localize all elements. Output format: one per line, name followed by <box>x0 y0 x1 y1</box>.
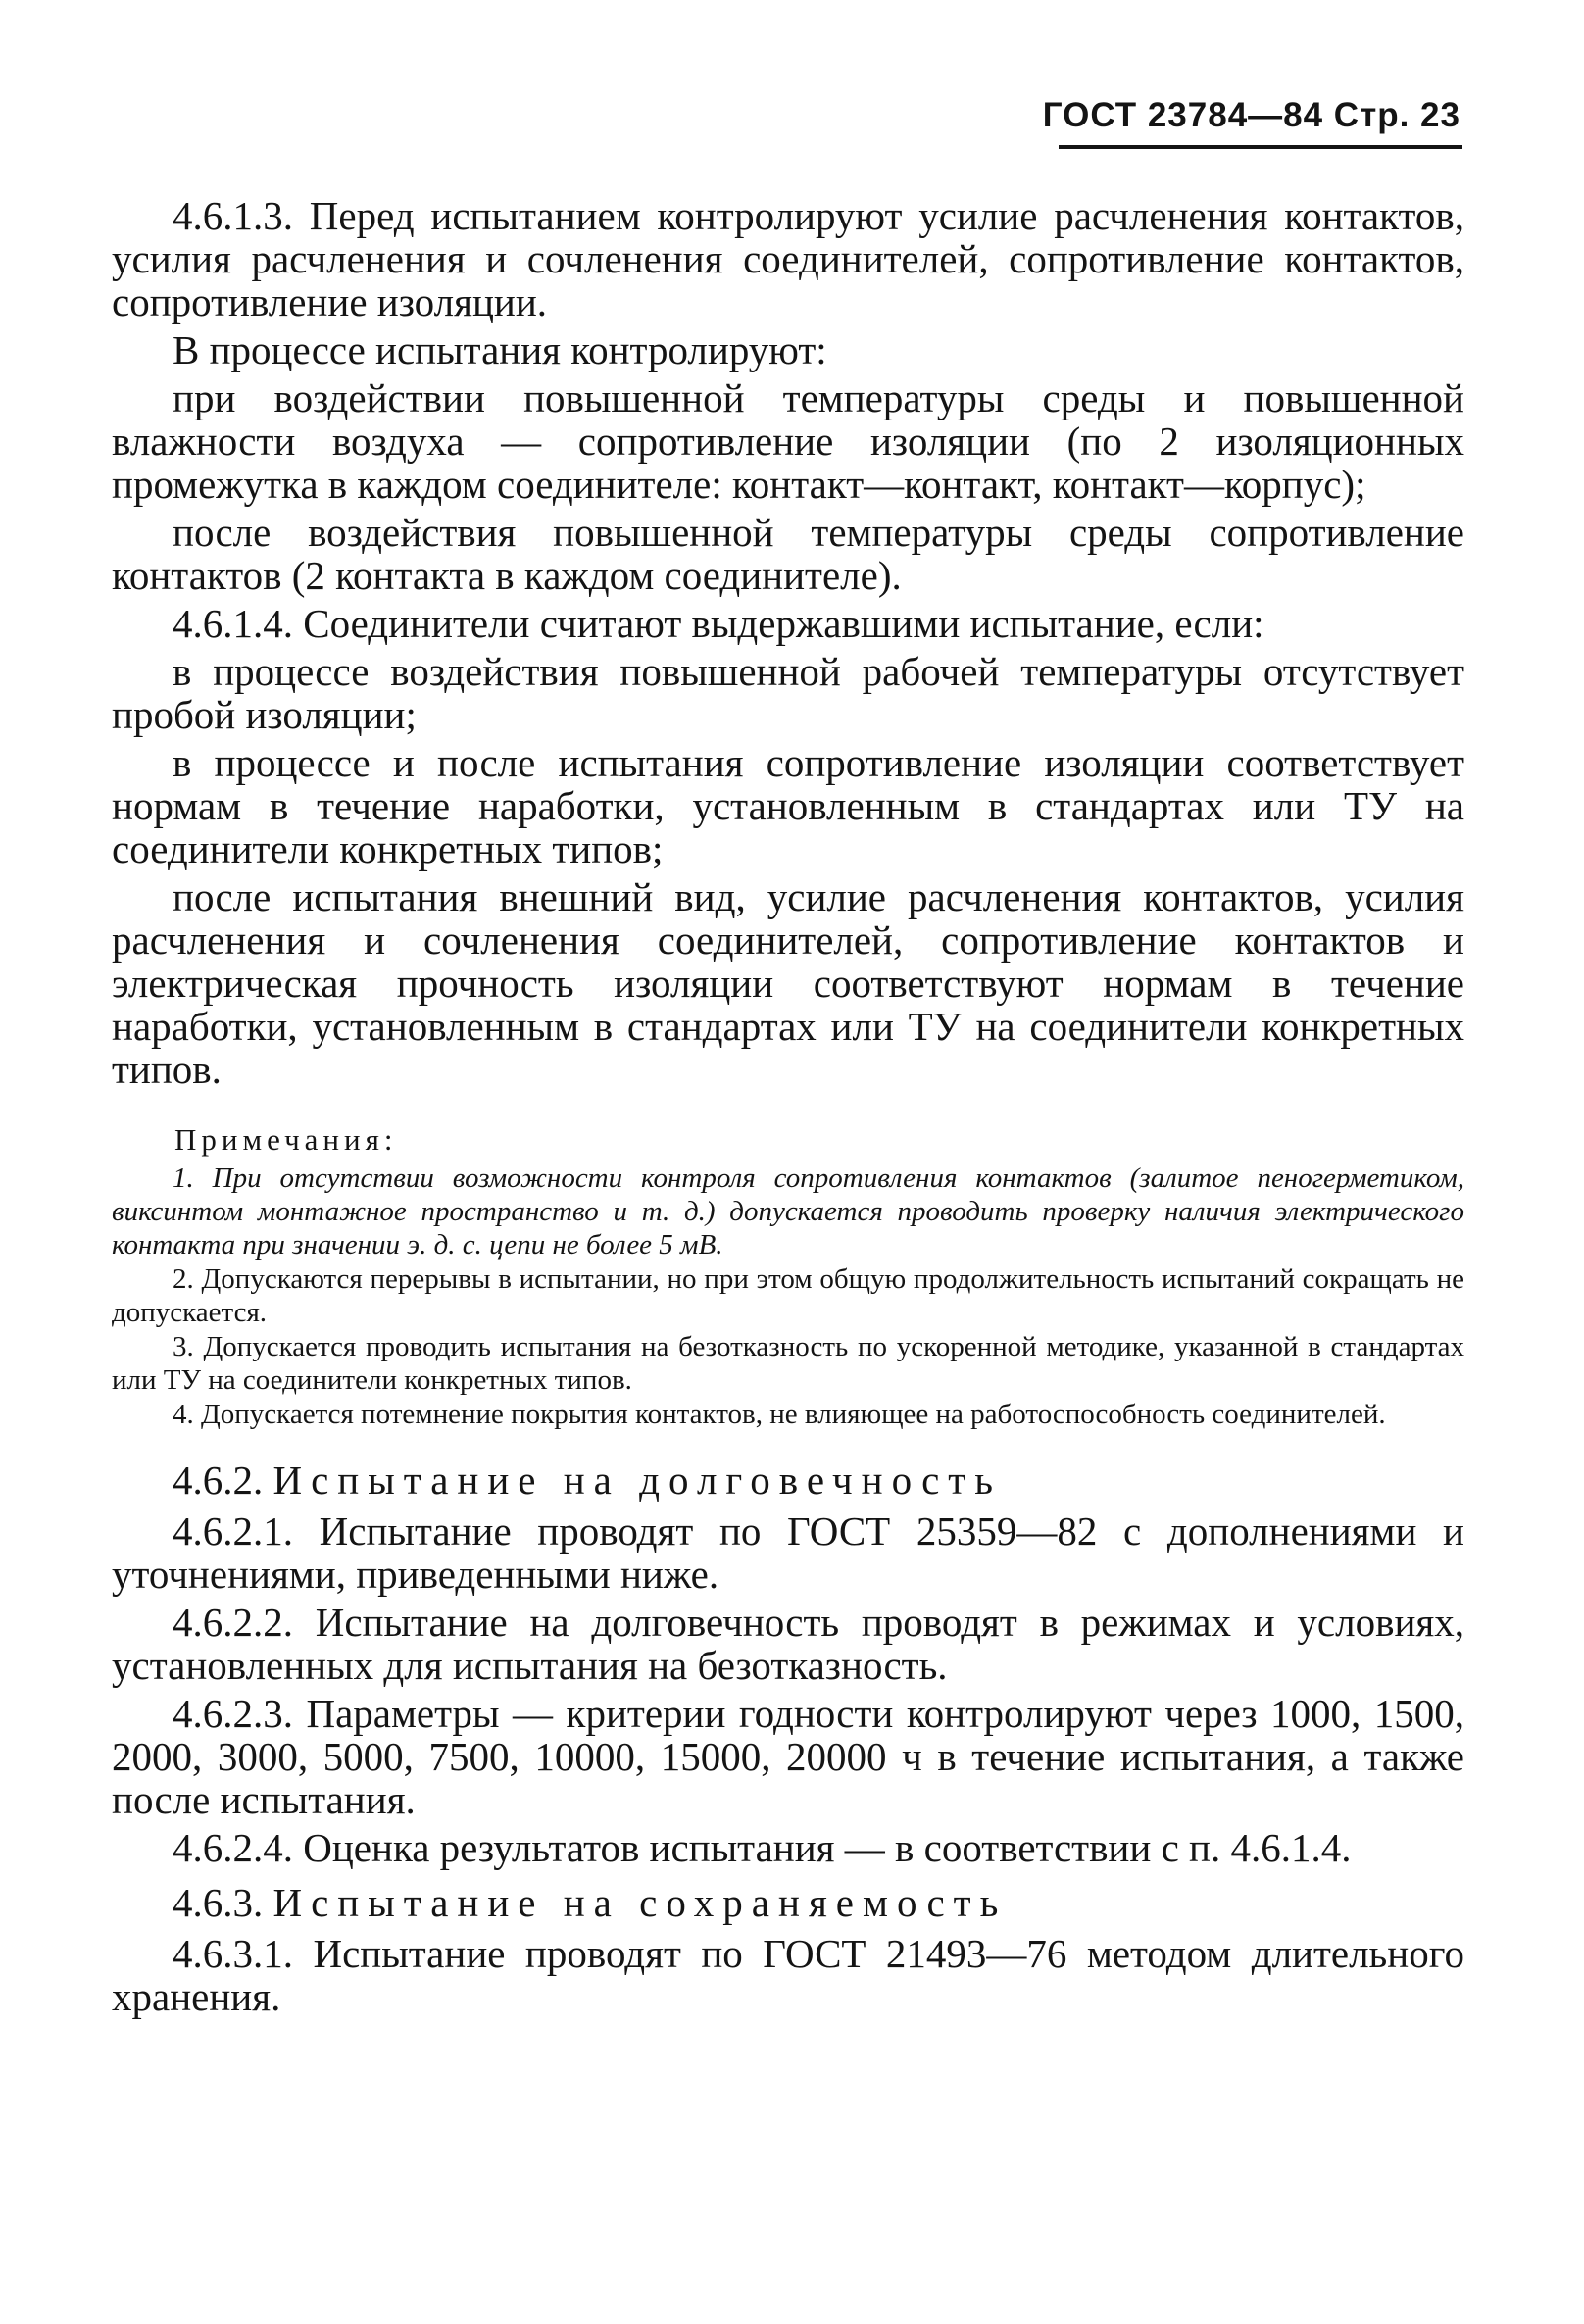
control-item-1: при воздействии повышенной температуры среды и повышенной влажности воздуха — сопротивление изоляции (по 2 изоляционных промежутка в каждом соединителе: контакт—контакт, контакт—корпус); <box>112 375 1464 507</box>
clause-4-6-2-1: 4.6.2.1. Испытание проводят по ГОСТ 25359—82 с дополнениями и уточнениями, приведенными ниже. <box>112 1508 1464 1597</box>
heading-4-6-2-text: Испытание на долговечность <box>272 1458 1002 1503</box>
condition-item-2: в процессе и после испытания сопротивление изоляции соответствует нормам в течение наработки, установленным в стандартах или ТУ на соединители конкретных типов; <box>112 740 1464 871</box>
note-item-4: 4. Допускается потемнение покрытия контактов, не влияющее на работоспособность соединителей. <box>173 1399 1386 1430</box>
heading-4-6-2-number: 4.6.2. <box>173 1458 264 1503</box>
condition-item-3: после испытания внешний вид, усилие расчленения контактов, усилия расчленения и сочленения соединителей, сопротивление контактов и электрическая прочность изоляции соответствуют нормам в течение наработки, установленным в стандартах или ТУ на соединители конкретных типов. <box>112 874 1464 1092</box>
notes-block <box>112 1122 1464 1431</box>
heading-4-6-3 <box>112 1879 1464 1926</box>
clause-4-6-2-2: 4.6.2.2. Испытание на долговечность проводят в режимах и условиях, установленных для испытания на безотказность. <box>112 1600 1464 1688</box>
note-item-3: 3. Допускается проводить испытания на безотказность по ускоренной методике, указанной в стандартах или ТУ на соединители конкретных типов. <box>112 1331 1464 1396</box>
notes-title: Примечания: <box>174 1122 398 1157</box>
heading-4-6-3-text: Испытание на сохраняемость <box>272 1880 1008 1925</box>
header-rule <box>1059 145 1462 149</box>
clause-4-6-1-4: 4.6.1.4. Соединители считают выдержавшими испытание, если: <box>173 601 1264 646</box>
clause-4-6-3-1: 4.6.3.1. Испытание проводят по ГОСТ 21493—76 методом длительного хранения. <box>112 1931 1464 2019</box>
page-body <box>112 194 1464 2023</box>
control-item-2: после воздействия повышенной температуры среды сопротивление контактов (2 контакта в каждом соединителе). <box>112 510 1464 598</box>
condition-item-1: в процессе воздействия повышенной рабочей температуры отсутствует пробой изоляции; <box>112 649 1464 737</box>
clause-4-6-1-3: 4.6.1.3. Перед испытанием контролируют усилие расчленения контактов, усилия расчленения и сочленения соединителей, сопротивление контактов, сопротивление изоляции. <box>112 193 1464 324</box>
note-item-2: 2. Допускаются перерывы в испытании, но при этом общую продолжительность испытаний сокращать не допускается. <box>112 1263 1464 1328</box>
control-intro: В процессе испытания контролируют: <box>173 327 827 372</box>
clause-4-6-2-4: 4.6.2.4. Оценка результатов испытания — в соответствии с п. 4.6.1.4. <box>173 1825 1352 1870</box>
heading-4-6-2 <box>112 1457 1464 1504</box>
clause-4-6-2-3: 4.6.2.3. Параметры — критерии годности контролируют через 1000, 1500, 2000, 3000, 5000, 7500, 10000, 15000, 20000 ч в течение испытания, а также после испытания. <box>112 1691 1464 1822</box>
heading-4-6-3-number: 4.6.3. <box>173 1880 264 1925</box>
running-head: ГОСТ 23784—84 Стр. 23 <box>1042 96 1460 134</box>
note-item-1: 1. При отсутствии возможности контроля сопротивления контактов (залитое пеногерметиком, виксинтом монтажное пространство и т. д.) допускается проводить проверку наличия электрического контакта при значении э. д. с. цепи не более 5 мВ. <box>112 1162 1464 1261</box>
